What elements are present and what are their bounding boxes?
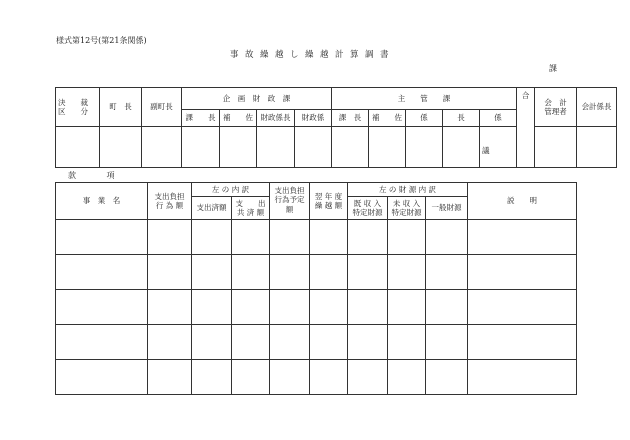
seal-box[interactable] [56, 127, 100, 168]
table-cell[interactable] [348, 290, 388, 325]
mayor-label: 町 長 [109, 102, 132, 112]
table-cell[interactable] [232, 255, 270, 290]
table-cell[interactable] [426, 255, 468, 290]
consultation-header [517, 88, 535, 168]
table-cell[interactable] [232, 290, 270, 325]
mutual-aid-header [232, 197, 270, 220]
unreceived-specific-funds-header [388, 197, 426, 220]
deputy-mayor-label: 副町長 [150, 102, 173, 112]
table-cell[interactable] [388, 220, 426, 255]
planned-commitment-line1: 支出負担 [274, 186, 305, 195]
managing-sub-header [406, 110, 443, 127]
table-cell[interactable] [310, 360, 348, 395]
unreceived-specific-funds-line1: 未 収 入 [392, 198, 421, 208]
table-cell[interactable] [148, 255, 192, 290]
table-cell[interactable] [468, 360, 577, 395]
approval-category-line1: 決 裁 [58, 97, 88, 107]
managing-sub-header [332, 110, 369, 127]
table-cell[interactable] [148, 325, 192, 360]
table-cell[interactable] [232, 360, 270, 395]
consultation-label-bottom: 議 [482, 146, 490, 155]
table-cell[interactable] [348, 360, 388, 395]
project-name-header [56, 183, 148, 220]
planning-finance-label: 企 画 財 政 課 [222, 93, 291, 103]
managing-sub-header [443, 110, 480, 127]
table-cell[interactable] [388, 255, 426, 290]
next-year-carryover-line2: 繰 越 額 [314, 201, 343, 210]
unreceived-specific-funds-line2: 特定財源 [391, 208, 422, 217]
table-cell[interactable] [310, 255, 348, 290]
department-label: 課 [549, 64, 557, 73]
seal-box[interactable] [295, 127, 332, 168]
funding-breakdown-label: 左 の 財 源 内 訳 [379, 184, 436, 194]
table-cell[interactable] [310, 220, 348, 255]
planning-sub-header [220, 110, 257, 127]
seal-box[interactable] [406, 127, 443, 168]
seal-box[interactable] [369, 127, 406, 168]
table-cell[interactable] [426, 220, 468, 255]
accounting-chief-header [577, 88, 617, 127]
table-cell[interactable] [232, 325, 270, 360]
approval-table [55, 87, 617, 168]
table-cell[interactable] [426, 360, 468, 395]
form-number: 様式第12号(第21条関係) [56, 36, 147, 45]
table-cell[interactable] [56, 255, 148, 290]
seal-box[interactable] [332, 127, 369, 168]
table-cell[interactable] [270, 360, 310, 395]
table-cell[interactable] [388, 290, 426, 325]
planning-sub-header [182, 110, 220, 127]
table-cell[interactable] [426, 325, 468, 360]
accounting-manager-header [535, 88, 577, 127]
seal-box[interactable] [182, 127, 220, 168]
expended-amount-label: 支出済額 [196, 203, 227, 213]
general-funds-label: 一般財源 [431, 203, 462, 213]
planning-sub-label: 財政係 [301, 113, 325, 123]
table-cell[interactable] [270, 325, 310, 360]
table-row [56, 220, 577, 255]
table-cell[interactable] [232, 220, 270, 255]
planned-commitment-header [270, 183, 310, 220]
description-header [468, 183, 577, 220]
table-cell[interactable] [426, 290, 468, 325]
deputy-mayor-header [142, 88, 182, 127]
table-cell[interactable] [388, 360, 426, 395]
next-year-carryover-line1: 翌 年 度 [314, 191, 343, 201]
project-name-label: 事 業 名 [82, 196, 121, 206]
mutual-aid-line1: 支 出 [235, 198, 266, 208]
table-cell[interactable] [468, 255, 577, 290]
table-row [56, 255, 577, 290]
table-cell[interactable] [270, 220, 310, 255]
table-cell[interactable] [270, 290, 310, 325]
carryover-detail-table [55, 182, 577, 395]
table-cell[interactable] [56, 360, 148, 395]
mutual-aid-line2: 共 済 額 [236, 208, 265, 217]
planning-sub-header [257, 110, 295, 127]
expended-amount-header [192, 197, 232, 220]
accounting-manager-line2: 管理者 [544, 107, 567, 116]
expenditure-commitment-header [148, 183, 192, 220]
seal-box[interactable] [100, 127, 142, 168]
managing-division-label: 主 管 課 [397, 93, 451, 103]
table-cell[interactable] [192, 325, 232, 360]
expenditure-commitment-line2: 行 為 額 [155, 201, 184, 210]
planned-commitment-line3: 額 [285, 204, 294, 214]
table-cell[interactable] [348, 220, 388, 255]
general-funds-header [426, 197, 468, 220]
received-specific-funds-line1: 既 収 入 [353, 198, 382, 208]
expenditure-commitment-line1: 支出負担 [154, 191, 185, 201]
next-year-carryover-header [310, 183, 348, 220]
table-cell[interactable] [348, 325, 388, 360]
table-cell[interactable] [56, 290, 148, 325]
approval-category-line2: 区 分 [58, 107, 88, 116]
table-cell[interactable] [148, 220, 192, 255]
funding-breakdown-header [348, 183, 468, 197]
received-specific-funds-header [348, 197, 388, 220]
managing-sub-label: 係 [420, 113, 428, 123]
accounting-manager-line1: 会 計 [544, 97, 567, 107]
managing-sub-header [480, 110, 517, 127]
seal-box[interactable] [535, 127, 577, 168]
table-cell[interactable] [56, 325, 148, 360]
planning-sub-label: 財政係長 [260, 113, 291, 123]
table-cell[interactable] [192, 255, 232, 290]
planning-sub-label: 課 長 [185, 113, 216, 123]
table-cell[interactable] [468, 325, 577, 360]
table-cell[interactable] [468, 220, 577, 255]
table-cell[interactable] [270, 255, 310, 290]
seal-box[interactable] [577, 127, 617, 168]
managing-sub-label: 長 [457, 113, 465, 123]
seal-box[interactable] [257, 127, 295, 168]
managing-sub-label: 課 長 [338, 113, 362, 123]
table-row [56, 290, 577, 325]
section-label: 款 項 [68, 171, 115, 180]
table-cell[interactable] [310, 290, 348, 325]
table-cell[interactable] [310, 325, 348, 360]
table-cell[interactable] [56, 220, 148, 255]
received-specific-funds-line2: 特定財源 [352, 208, 383, 217]
table-cell[interactable] [348, 255, 388, 290]
document-title: 事故繰越し繰越計算調書 [230, 50, 396, 60]
planned-commitment-line2: 行為予定 [274, 195, 305, 205]
table-cell[interactable] [192, 360, 232, 395]
breakdown-label: 左 の 内 訳 [211, 184, 250, 194]
seal-box[interactable] [142, 127, 182, 168]
table-row [56, 360, 577, 395]
consultation-label-top: 合 [521, 91, 530, 100]
approval-category-header [56, 88, 100, 127]
breakdown-header [192, 183, 270, 197]
planning-sub-label: 補 佐 [223, 113, 253, 123]
managing-sub-header [369, 110, 406, 127]
table-cell[interactable] [148, 360, 192, 395]
seal-box[interactable] [220, 127, 257, 168]
accounting-chief-label: 会計係長 [581, 102, 612, 112]
table-cell[interactable] [388, 325, 426, 360]
planning-finance-header [182, 88, 332, 110]
table-cell[interactable] [468, 290, 577, 325]
description-label: 説 明 [507, 196, 538, 206]
managing-division-header [332, 88, 517, 110]
table-cell[interactable] [192, 290, 232, 325]
planning-sub-header [295, 110, 332, 127]
managing-sub-label: 補 佐 [372, 113, 402, 123]
table-cell[interactable] [148, 290, 192, 325]
mayor-header [100, 88, 142, 127]
table-cell[interactable] [192, 220, 232, 255]
managing-sub-label: 係 [494, 113, 502, 123]
seal-box[interactable] [443, 127, 480, 168]
table-row [56, 325, 577, 360]
